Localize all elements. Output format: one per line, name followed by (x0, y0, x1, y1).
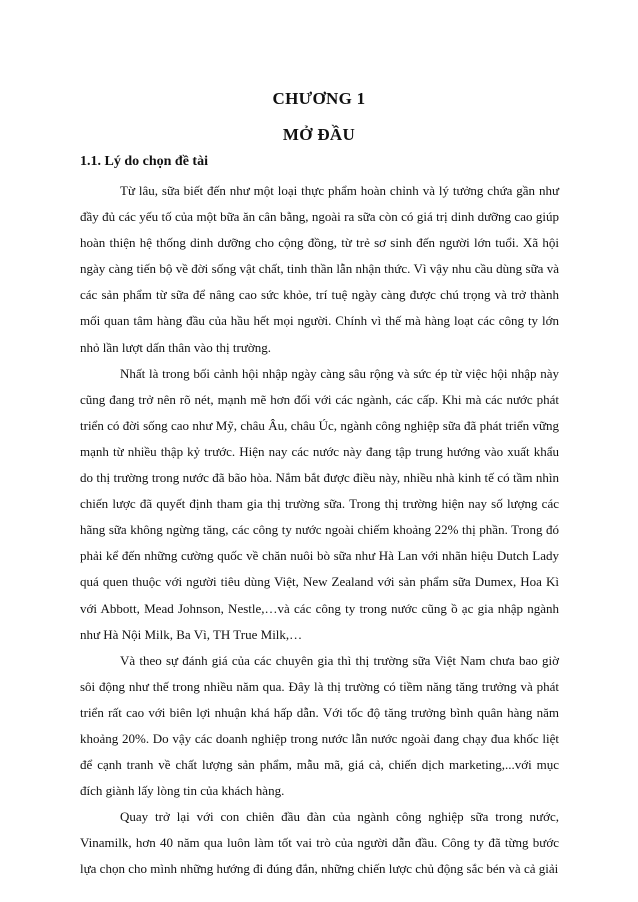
chapter-title: MỞ ĐẦU (282, 125, 356, 144)
paragraph: Và theo sự đánh giá của các chuyên gia thì thị trường sữa Việt Nam chưa bao giờ sôi động như thế trong nhiều năm qua. Đây là thị trường có tiềm năng tăng trưởng và phát triển rất cao với biên lợi nhuận khá hấp dẫn. Với tốc độ tăng trưởng bình quân hàng năm khoảng 20%. Do vậy các doanh nghiệp trong nước lẫn nước ngoài đang chạy đua khốc liệt để cạnh tranh về chất lượng sản phẩm, mẫu mã, giá cả, chiến dịch marketing,...với mục đích giành lấy lòng tin của khách hàng. (80, 652, 559, 799)
section-heading: 1.1. Lý do chọn đề tài (80, 154, 208, 169)
paragraph: Quay trở lại với con chiên đầu đàn của ngành công nghiệp sữa trong nước, Vinamilk, hơn 40 năm qua luôn làm tốt vai trò của người dẫn đầu. Công ty đã từng bước lựa chọn cho mình những hướng đi đúng đắn, những chiến lược chủ động sắc bén và cả giải (80, 809, 559, 877)
paragraph: Từ lâu, sữa biết đến như một loại thực phẩm hoàn chỉnh và lý tưởng chứa gần như đầy đủ các yếu tố của một bữa ăn cân bằng, ngoài ra sữa còn có giá trị dinh dưỡng cao giúp hoàn thiện hệ thống dinh dưỡng cho cộng đồng, từ trẻ sơ sinh đến người lớn tuổi. Xã hội ngày càng tiến bộ về đời sống vật chất, tinh thần lẫn nhận thức. Vì vậy nhu cầu dùng sữa và các sản phẩm từ sữa để nâng cao sức khỏe, trí tuệ ngày càng được chú trọng và trở thành mối quan tâm hàng đầu của hầu hết mọi người. Chính vì thế mà hàng loạt các công ty lớn nhỏ lần lượt dấn thân vào thị trường. (80, 183, 559, 355)
body-text (80, 178, 559, 883)
chapter-number: CHƯƠNG 1 (272, 89, 366, 108)
paragraph: Nhất là trong bối cảnh hội nhập ngày càng sâu rộng và sức ép từ việc hội nhập này cũng đang trở nên rõ nét, mạnh mẽ hơn đối với các ngành, các cấp. Khi mà các nước phát triển có đời sống cao như Mỹ, châu Âu, châu Úc, ngành công nghiệp sữa đã phát triển vững mạnh từ nhiều thập kỷ trước. Hiện nay các nước này đang tập trung hướng vào xuất khẩu do thị trường trong nước đã bão hòa. Nắm bắt được điều này, nhiều nhà kinh tế có tầm nhìn chiến lược đã quyết định tham gia thị trường sữa. Trong thị trường hiện nay số lượng các hãng sữa không ngừng tăng, các công ty nước ngoài chiếm khoảng 22% thị phần. Trong đó phải kể đến những cường quốc về chăn nuôi bò sữa như Hà Lan với nhãn hiệu Dutch Lady quá quen thuộc với người tiêu dùng Việt, New Zealand với sản phẩm sữa Dumex, Hoa Kì với Abbott, Mead Johnson, Nestle,…và các công ty trong nước cũng ồ ạc gia nhập ngành như Hà Nội Milk, Ba Vì, TH True Milk,… (80, 365, 559, 642)
